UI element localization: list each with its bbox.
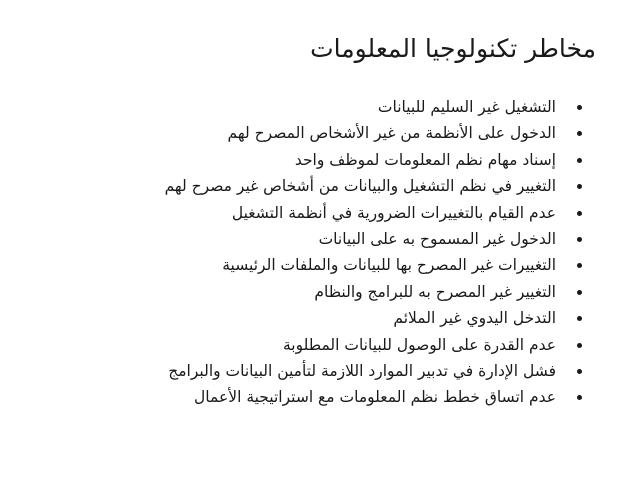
list-item [22, 200, 582, 226]
bullet-icon [577, 395, 582, 400]
slide-title: مخاطر تكنولوجيا المعلومات [310, 34, 596, 63]
bullet-icon [577, 131, 582, 136]
bullet-icon [577, 158, 582, 163]
list-item [22, 147, 582, 173]
bullet-icon [577, 105, 582, 110]
bullet-icon [577, 369, 582, 374]
list-item-text: فشل الإدارة في تدبير الموارد اللازمة لتأمين البيانات والبرامج [168, 362, 556, 381]
list-item-text: التغييرات غير المصرح بها للبيانات والملفات الرئيسية [222, 256, 556, 275]
list-item [22, 305, 582, 331]
list-item [22, 120, 582, 146]
bullet-icon [577, 237, 582, 242]
list-item [22, 173, 582, 199]
bullet-icon [577, 290, 582, 295]
list-item [22, 252, 582, 278]
bullet-icon [577, 263, 582, 268]
list-item-text: التغيير غير المصرح به للبرامج والنظام [314, 282, 556, 301]
bullet-icon [577, 316, 582, 321]
list-item-text: إسناد مهام نظم المعلومات لموظف واحد [294, 150, 556, 169]
list-item-text: عدم اتساق خطط نظم المعلومات مع استراتيجية الأعمال [194, 388, 556, 407]
list-item [22, 94, 582, 120]
list-item-text: التدخل اليدوي غير الملائم [393, 309, 556, 328]
list-item [22, 358, 582, 384]
list-item-text: عدم القيام بالتغييرات الضرورية في أنظمة التشغيل [231, 203, 556, 222]
list-item [22, 384, 582, 410]
bullet-icon [577, 211, 582, 216]
bullet-list [22, 94, 582, 411]
list-item-text: الدخول على الأنظمة من غير الأشخاص المصرح لهم [227, 124, 556, 143]
list-item-text: التغيير في نظم التشغيل والبيانات من أشخاص غير مصرح لهم [164, 177, 556, 196]
list-item-text: الدخول غير المسموح به على البيانات [318, 230, 556, 249]
list-item [22, 332, 582, 358]
bullet-icon [577, 184, 582, 189]
bullet-icon [577, 343, 582, 348]
list-item [22, 226, 582, 252]
list-item [22, 279, 582, 305]
list-item-text: عدم القدرة على الوصول للبيانات المطلوبة [282, 335, 556, 354]
list-item-text: التشغيل غير السليم للبيانات [377, 98, 556, 116]
